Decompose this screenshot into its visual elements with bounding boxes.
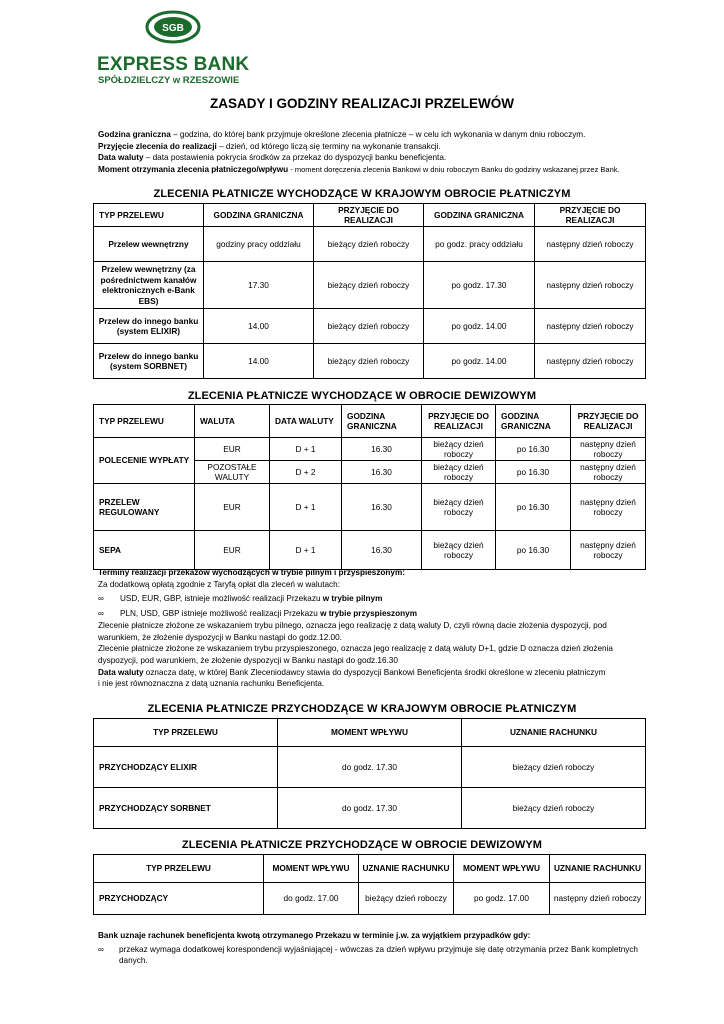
table-header-cell: UZNANIE RACHUNKU xyxy=(550,855,646,883)
section-title-domestic-incoming: ZLECENIA PŁATNICZE PRZYCHODZĄCE W KRAJOWYM OBROCIE PŁATNICZYM xyxy=(147,703,577,715)
table-cell: bieżący dzień roboczy xyxy=(314,262,424,309)
table-header-cell: GODZINA GRANICZNA xyxy=(204,204,314,227)
table-cell: Przelew wewnętrzny (za pośrednictwem kanałów elektronicznych e-Bank EBS) xyxy=(94,262,204,309)
table-cell: 16.30 xyxy=(342,461,422,484)
table-foreign-outgoing xyxy=(93,404,646,570)
bank-logo xyxy=(95,8,255,86)
notes-line: Zlecenie płatnicze złożone ze wskazaniem trybu przyspieszonego, oznacza jego realizację z datą waluty D+1, gdzie D oznacza dzień złożenia xyxy=(98,644,613,654)
table-cell: Przelew do innego banku (system SORBNET) xyxy=(94,344,204,379)
table-row xyxy=(94,309,646,344)
table-header-cell: GODZINA GRANICZNA xyxy=(424,204,535,227)
table-cell: EUR xyxy=(195,531,270,570)
table-cell: bieżący dzień roboczy xyxy=(422,484,496,531)
table-cell: bieżący dzień roboczy xyxy=(314,227,424,262)
crediting-note xyxy=(98,930,638,967)
table-cell: po 16.30 xyxy=(496,438,571,461)
table-header-cell: TYP PRZELEWU xyxy=(94,204,204,227)
table-cell: następny dzień roboczy xyxy=(535,309,646,344)
definition-line: Moment otrzymania zlecenia płatniczego/wpływu - moment doręczenia zlecenia Bankowi w dniu roboczym Banku do godziny wskazanej przez Bank. xyxy=(98,165,620,175)
table-foreign-incoming xyxy=(93,854,646,915)
table-cell: 16.30 xyxy=(342,531,422,570)
table-header-row xyxy=(94,405,646,438)
definition-line: Przyjęcie zlecenia do realizacji – dzień, od którego liczą się terminy na wykonanie transakcji. xyxy=(98,141,441,151)
table-cell: bieżący dzień roboczy xyxy=(314,344,424,379)
table-header-cell: DATA WALUTY xyxy=(270,405,342,438)
notes-line: Zlecenie płatnicze złożone ze wskazaniem trybu pilnego, oznacza jego realizację z datą waluty D, czyli równą dacie złożenia dyspozycji, pod xyxy=(98,620,607,630)
section-title-foreign-outgoing: ZLECENIA PŁATNICZE WYCHODZĄCE W OBROCIE DEWIZOWYM xyxy=(187,390,537,402)
table-header-cell: TYP PRZELEWU xyxy=(94,855,264,883)
notes-line: Data waluty oznacza datę, w której Bank Zleceniodawcy stawia do dyspozycji Bankowi Beneficjenta środki określone w zleceniu płatniczym xyxy=(98,667,606,677)
table-row xyxy=(94,531,646,570)
table-cell: następny dzień roboczy xyxy=(550,883,646,915)
table-cell: SEPA xyxy=(94,531,195,570)
table-cell: po godz. 14.00 xyxy=(424,309,535,344)
table-cell: po 16.30 xyxy=(496,531,571,570)
table-cell: bieżący dzień roboczy xyxy=(422,438,496,461)
table-cell: bieżący dzień roboczy xyxy=(462,788,646,829)
table-cell: PRZYCHODZĄCY xyxy=(94,883,264,915)
table-cell: następny dzień roboczy xyxy=(535,227,646,262)
table-cell: bieżący dzień roboczy xyxy=(462,747,646,788)
table-cell: 17.30 xyxy=(204,262,314,309)
table-cell: POLECENIE WYPŁATY xyxy=(94,438,195,484)
table-cell: PRZELEW REGULOWANY xyxy=(94,484,195,531)
table-header-cell: PRZYJĘCIE DO REALIZACJI xyxy=(422,405,496,438)
crediting-note-heading: Bank uznaje rachunek beneficjenta kwotą otrzymanego Przekazu w terminie j.w. za wyjątkiem przypadków gdy: xyxy=(98,931,531,940)
page-title: ZASADY I GODZINY REALIZACJI PRZELEWÓW xyxy=(209,96,514,111)
table-cell: D + 2 xyxy=(270,461,342,484)
table-cell: następny dzień roboczy xyxy=(535,262,646,309)
table-row xyxy=(94,227,646,262)
table-cell: 16.30 xyxy=(342,438,422,461)
notes-line: Za dodatkową opłatą zgodnie z Taryfą opłat dla zleceń w walutach: xyxy=(98,579,340,589)
table-row xyxy=(94,344,646,379)
table-header-cell: PRZYJĘCIE DO REALIZACJI xyxy=(571,405,646,438)
section-title-domestic-outgoing: ZLECENIA PŁATNICZE WYCHODZĄCE W KRAJOWYM OBROCIE PŁATNICZYM xyxy=(153,188,571,200)
definition-line: Godzina graniczna – godzina, do której bank przyjmuje określone zlecenia płatnicze – w celu ich wykonania w danym dniu roboczym. xyxy=(98,130,586,139)
table-cell: następny dzień roboczy xyxy=(571,438,646,461)
notes-line: dyspozycji, pod warunkiem, że złożenie dyspozycji w Banku nastąpi do godz.16.30 xyxy=(98,655,398,665)
notes-line: warunkiem, że złożenie dyspozycji w Banku nastąpi do godz.12.00. xyxy=(98,632,342,642)
table-cell: godziny pracy oddziału xyxy=(204,227,314,262)
table-cell: po 16.30 xyxy=(496,461,571,484)
table-cell: EUR xyxy=(195,438,270,461)
section-title-foreign-incoming: ZLECENIA PŁATNICZE PRZYCHODZĄCE W OBROCIE DEWIZOWYM xyxy=(181,839,543,851)
table-cell: EUR xyxy=(195,484,270,531)
table-header-cell: MOMENT WPŁYWU xyxy=(278,719,462,747)
table-header-cell: GODZINA GRANICZNA xyxy=(496,405,571,438)
urgent-transfer-notes xyxy=(98,567,658,690)
table-row xyxy=(94,484,646,531)
table-domestic-outgoing xyxy=(93,203,646,379)
logo-emblem-text: SGB xyxy=(162,23,184,34)
table-cell: bieżący dzień roboczy xyxy=(359,883,454,915)
sgb-emblem-icon xyxy=(145,10,201,44)
table-header-cell: MOMENT WPŁYWU xyxy=(454,855,550,883)
table-header-cell: GODZINA GRANICZNA xyxy=(342,405,422,438)
table-header-cell: MOMENT WPŁYWU xyxy=(264,855,359,883)
table-cell: Przelew wewnętrzny xyxy=(94,227,204,262)
table-cell: następny dzień roboczy xyxy=(571,484,646,531)
crediting-note-bullet: ∞ przekaz wymaga dodatkowej korespondencji wyjaśniającej - wówczas za dzień wpływu przyjmuje się datę otrzymania przez Bank kompletnych danych. xyxy=(98,944,638,965)
logo-name: EXPRESS BANK xyxy=(97,54,250,75)
table-row xyxy=(94,262,646,309)
table-cell: Przelew do innego banku (system ELIXIR) xyxy=(94,309,204,344)
table-cell: do godz. 17.30 xyxy=(278,788,462,829)
table-header-row xyxy=(94,855,646,883)
definition-line: Data waluty – data postawienia pokrycia środków za przekaz do dyspozycji banku beneficjenta. xyxy=(98,153,447,163)
table-cell: 14.00 xyxy=(204,309,314,344)
table-cell: do godz. 17.00 xyxy=(264,883,359,915)
table-row xyxy=(94,747,646,788)
table-cell: POZOSTAŁE WALUTY xyxy=(195,461,270,484)
table-cell: następny dzień roboczy xyxy=(535,344,646,379)
table-cell: bieżący dzień roboczy xyxy=(422,531,496,570)
notes-bullet: ∞ PLN, USD, GBP istnieje możliwość realizacji Przekazu w trybie przyspieszonym xyxy=(98,609,417,619)
notes-line: i nie jest równoznaczna z datą uznania rachunku Beneficjenta. xyxy=(98,679,325,689)
table-header-cell: PRZYJĘCIE DO REALIZACJI xyxy=(535,204,646,227)
table-header-cell: TYP PRZELEWU xyxy=(94,405,195,438)
table-header-cell: TYP PRZELEWU xyxy=(94,719,278,747)
table-header-cell: WALUTA xyxy=(195,405,270,438)
table-header-cell: UZNANIE RACHUNKU xyxy=(462,719,646,747)
table-cell: po godz. 17.00 xyxy=(454,883,550,915)
table-row xyxy=(94,788,646,829)
table-cell: D + 1 xyxy=(270,438,342,461)
table-cell: 14.00 xyxy=(204,344,314,379)
table-header-cell: UZNANIE RACHUNKU xyxy=(359,855,454,883)
table-cell: bieżący dzień roboczy xyxy=(314,309,424,344)
table-cell: po 16.30 xyxy=(496,484,571,531)
table-cell: bieżący dzień roboczy xyxy=(422,461,496,484)
table-header-cell: PRZYJĘCIE DO REALIZACJI xyxy=(314,204,424,227)
table-cell: D + 1 xyxy=(270,531,342,570)
table-domestic-incoming xyxy=(93,718,646,829)
definitions xyxy=(98,129,658,176)
table-cell: po godz. 17.30 xyxy=(424,262,535,309)
table-cell: następny dzień roboczy xyxy=(571,461,646,484)
table-cell: po godz. 14.00 xyxy=(424,344,535,379)
table-row xyxy=(94,438,646,461)
table-cell: 16.30 xyxy=(342,484,422,531)
table-header-row xyxy=(94,719,646,747)
table-row xyxy=(94,883,646,915)
logo-subtitle: SPÓŁDZIELCZY w RZESZOWIE xyxy=(98,75,240,86)
table-cell: PRZYCHODZĄCY SORBNET xyxy=(94,788,278,829)
notes-bullet: ∞ USD, EUR, GBP, istnieje możliwość realizacji Przekazu w trybie pilnym xyxy=(98,594,383,604)
table-cell: po godz. pracy oddziału xyxy=(424,227,535,262)
table-cell: PRZYCHODZĄCY ELIXIR xyxy=(94,747,278,788)
table-cell: D + 1 xyxy=(270,484,342,531)
table-header-row xyxy=(94,204,646,227)
table-cell: do godz. 17.30 xyxy=(278,747,462,788)
table-cell: następny dzień roboczy xyxy=(571,531,646,570)
notes-heading: Terminy realizacji przekazów wychodzących w trybie pilnym i przyspieszonym: xyxy=(98,568,405,577)
